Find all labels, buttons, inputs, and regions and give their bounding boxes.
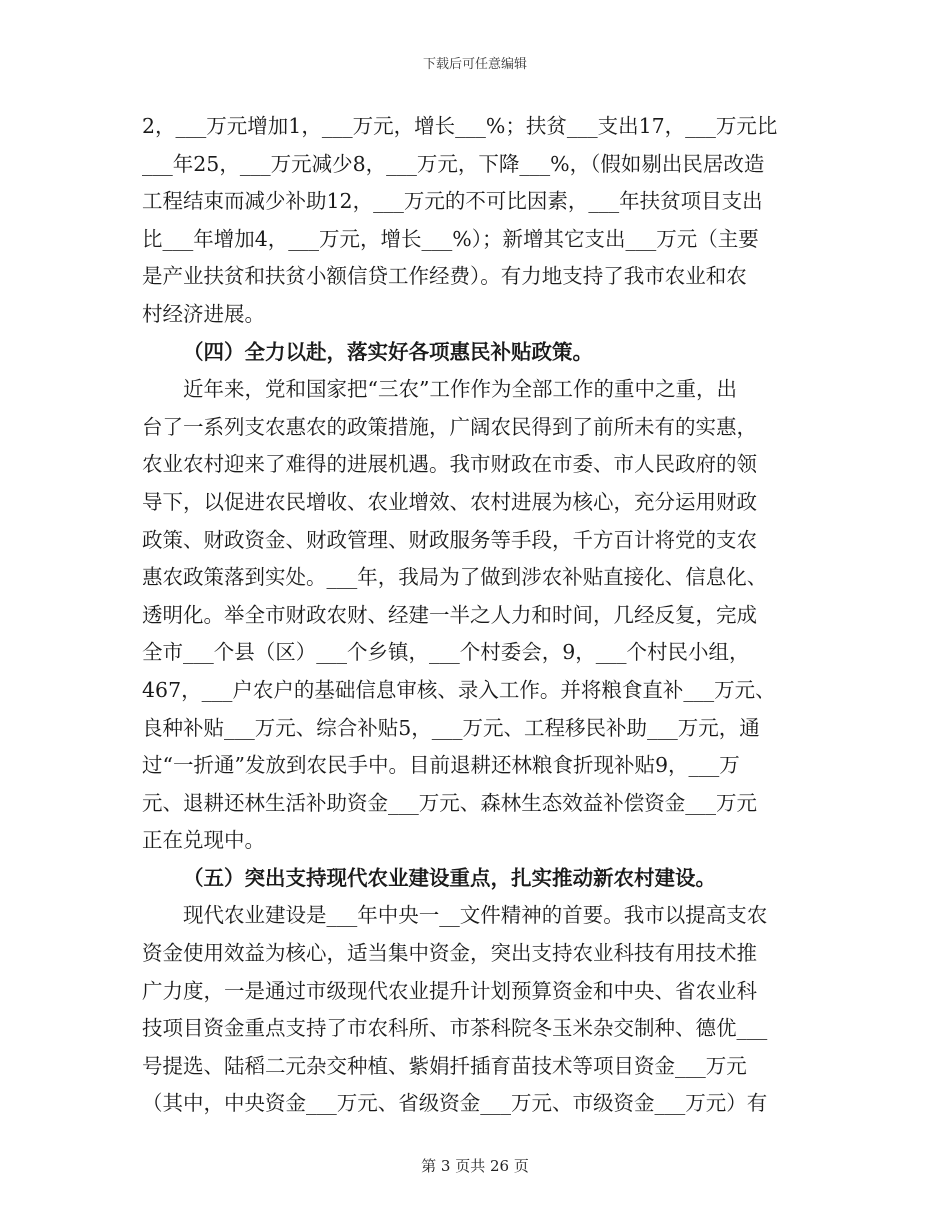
- text-line: 是产业扶贫和扶贫小额信贷工作经费）。有力地支持了我市农业和农: [142, 264, 747, 289]
- text-line: 元、退耕还林生活补助资金___万元、森林生态效益补偿资金___万元: [142, 790, 757, 815]
- text-line: 号提选、陆稻二元杂交种植、紫娟扦插育苗技术等项目资金___万元: [142, 1053, 747, 1078]
- text-line: 农业农村迎来了难得的进展机遇。我市财政在市委、市人民政府的领: [142, 452, 757, 477]
- text-line: 近年来，党和国家把“三农”工作作为全部工作的重中之重，出: [183, 377, 737, 402]
- section-heading: （四）全力以赴，落实好各项惠民补贴政策。: [183, 339, 593, 364]
- text-line: 全市___个县（区）___个乡镇，___个村委会，9，___个村民小组，: [142, 640, 750, 665]
- text-line: （其中，中央资金___万元、省级资金___万元、市级资金___万元）有: [142, 1091, 768, 1116]
- document-body: [142, 108, 810, 1123]
- text-line: 台了一系列支农惠农的政策措施，广阔农民得到了前所未有的实惠，: [142, 414, 757, 439]
- page-number-footer: 第 3 页共 26 页: [421, 1157, 529, 1175]
- text-line: 良种补贴___万元、综合补贴5，___万元、工程移民补助___万元，通: [142, 715, 760, 740]
- text-line: 467，___户农户的基础信息审核、录入工作。并将粮食直补___万元、: [142, 677, 776, 702]
- text-line: 惠农政策落到实处。___年，我局为了做到涉农补贴直接化、信息化、: [142, 565, 768, 590]
- text-line: 村经济进展。: [142, 301, 265, 326]
- text-line: 透明化。举全市财政农财、经建一半之人力和时间，几经反复，完成: [142, 602, 757, 627]
- text-line: 政策、财政资金、财政管理、财政服务等手段，千方百计将党的支农: [142, 527, 757, 552]
- text-line: 现代农业建设是___年中央一__文件精神的首要。我市以提高支农: [183, 903, 768, 928]
- section-heading: （五）突出支持现代农业建设重点，扎实推动新农村建设。: [183, 865, 716, 890]
- text-line: 工程结束而减少补助12，___万元的不可比因素，___年扶贫项目支出: [142, 189, 763, 214]
- text-line: 2，___万元增加1，___万元，增长___%；扶贫___支出17，___万元比: [142, 114, 778, 138]
- text-line: 正在兑现中。: [142, 828, 265, 853]
- text-line: 比___年增加4，___万元，增长___%）；新增其它支出___万元（主要: [142, 226, 759, 251]
- text-line: ___年25，___万元减少8，___万元，下降___%，（假如剔出民居改造: [142, 151, 765, 176]
- text-line: 资金使用效益为核心，适当集中资金，突出支持农业科技有用技术推: [142, 941, 757, 966]
- text-line: 技项目资金重点支持了市农科所、市茶科院冬玉米杂交制种、德优___: [142, 1016, 768, 1041]
- text-line: 导下，以促进农民增收、农业增效、农村进展为核心，充分运用财政: [142, 489, 757, 514]
- page-header: 下载后可任意编辑: [422, 57, 527, 72]
- text-line: 广力度，一是通过市级现代农业提升计划预算资金和中央、省农业科: [142, 978, 757, 1003]
- text-line: 过“一折通”发放到农民手中。目前退耕还林粮食折现补贴9，___万: [142, 753, 740, 778]
